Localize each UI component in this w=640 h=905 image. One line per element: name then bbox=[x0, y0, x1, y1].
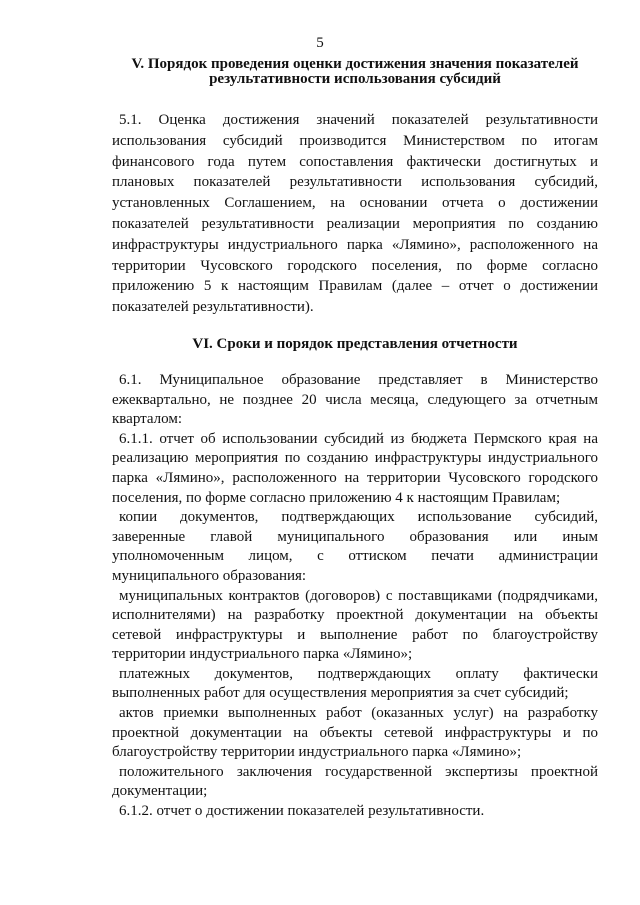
paragraph-payment-documents: платежных документов, подтверждающих оплату фактически выполненных работ для осуществления мероприятия за счет субсидий; bbox=[112, 665, 598, 702]
paragraph-acceptance-acts: актов приемки выполненных работ (оказанных услуг) на разработку проектной документации на объекты сетевой инфраструктуры и по благоустройству территории индустриального парка «Лямино»; bbox=[112, 705, 598, 761]
page-number: 5 bbox=[316, 35, 324, 51]
section-5-title bbox=[112, 57, 598, 87]
paragraph-6-1-2: 6.1.2. отчет о достижении показателей результативности. bbox=[119, 803, 485, 820]
paragraph-document-copies: копии документов, подтверждающих использование субсидий, заверенные главой муниципального образования или иным уполномоченным лицом, с оттиском печати администрации муниципального образования: bbox=[112, 509, 598, 584]
page-content bbox=[112, 57, 598, 822]
section-6-title: VI. Сроки и порядок представления отчетности bbox=[192, 335, 518, 352]
paragraph-state-expertise: положительного заключения государственной экспертизы проектной документации; bbox=[112, 763, 598, 800]
paragraph-6-1-1: 6.1.1. отчет об использовании субсидий из бюджета Пермского края на реализацию мероприятия по созданию инфраструктуры индустриального парка «Лямино», расположенного на территории Чусовского городского поселения, по форме согласно приложению 4 к настоящим Правилам; bbox=[112, 430, 598, 506]
section-5-title-line-1: V. Порядок проведения оценки достижения значения показателей bbox=[131, 56, 579, 72]
section-5-title-line-2: результативности использования субсидий bbox=[209, 71, 501, 87]
section-6-body bbox=[112, 371, 598, 822]
paragraph-municipal-contracts: муниципальных контрактов (договоров) с поставщиками (подрядчиками, исполнителями) на разработку проектной документации на объекты сетевой инфраструктуры и выполнение работ по благоустройству территории индустриального парка «Лямино»; bbox=[112, 587, 598, 663]
paragraph-6-1: 6.1. Муниципальное образование представляет в Министерство ежеквартально, не позднее 20 числа месяца, следующего за отчетным кварталом: bbox=[112, 371, 598, 428]
section-5-paragraph: 5.1. Оценка достижения значений показателей результативности использования субсидий производится Министерством по итогам финансового года путем сопоставления фактически достигнутых и плановых показателей результативности использования субсидий, установленных Соглашением, на основании отчета о достижении показателей результативности реализации мероприятия по созданию инфраструктуры индустриального парка «Лямино», расположенного на территории Чусовского городского поселения, по форме согласно приложению 5 к настоящим Правилам (далее – отчет о достижении показателей результативности). bbox=[112, 112, 598, 316]
